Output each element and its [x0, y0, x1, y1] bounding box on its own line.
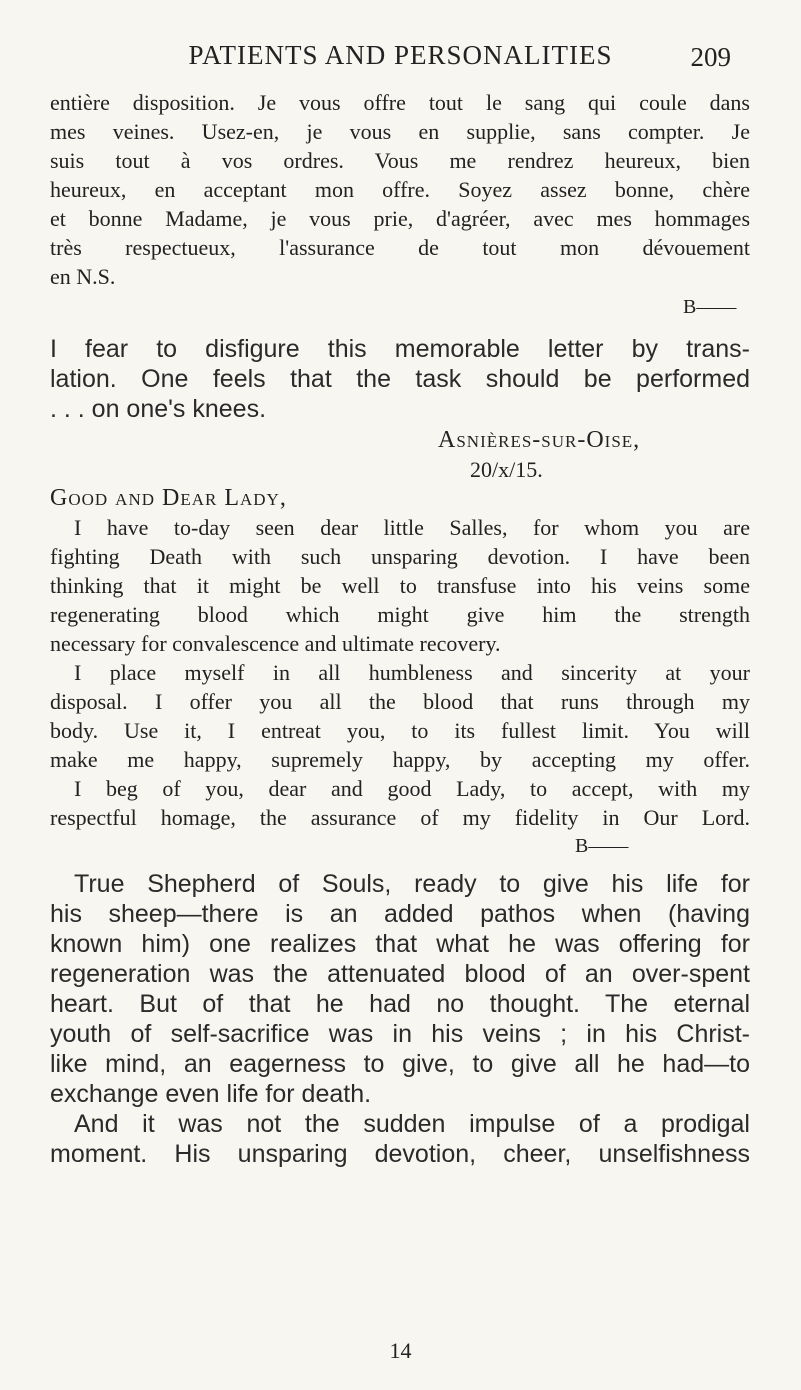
text-line: I place myself in all humbleness and sincerity at your	[74, 660, 750, 685]
text-line: suis tout à vos ordres. Vous me rendrez heureux, bien	[50, 148, 750, 173]
letter-place: Asnières-sur-Oise,	[438, 427, 641, 453]
signature-marker: 14	[389, 1338, 412, 1363]
text-line: et bonne Madame, je vous prie, d'agréer, avec mes hommages	[50, 206, 750, 231]
text-line: fighting Death with such unsparing devotion. I have been	[50, 544, 750, 569]
text-line: heart. But of that he had no thought. The eternal	[50, 990, 750, 1018]
page-number: 209	[690, 42, 731, 72]
text-line: lation. One feels that the task should be performed	[50, 365, 750, 393]
text-line: body. Use it, I entreat you, to its fullest limit. You will	[50, 718, 750, 743]
running-header	[0, 40, 801, 80]
text-line: heureux, en acceptant mon offre. Soyez assez bonne, chère	[50, 177, 750, 202]
text-line: I beg of you, dear and good Lady, to accept, with my	[74, 776, 750, 801]
text-line: True Shepherd of Souls, ready to give his life for	[74, 870, 750, 898]
text-line: mes veines. Usez-en, je vous en supplie, sans compter. Je	[50, 119, 750, 144]
text-line: youth of self-sacrifice was in his veins ; in his Christ-	[50, 1020, 750, 1048]
text-line: like mind, an eagerness to give, to give all he had—to	[50, 1050, 750, 1078]
text-line: necessary for convalescence and ultimate recovery.	[50, 631, 501, 656]
text-line: disposal. I offer you all the blood that runs through my	[50, 689, 750, 714]
french-letter	[50, 88, 750, 291]
text-line: moment. His unsparing devotion, cheer, unselfishness	[50, 1140, 750, 1168]
text-line: And it was not the sudden impulse of a prodigal	[74, 1110, 750, 1138]
text-line: respectful homage, the assurance of my fidelity in Our Lord.	[50, 805, 750, 830]
letter-salutation: Good and Dear Lady,	[50, 485, 287, 511]
text-line: en N.S.	[50, 264, 116, 289]
translation-intro	[50, 334, 750, 424]
text-line: I fear to disfigure this memorable letter by trans-	[50, 335, 750, 363]
text-line: thinking that it might be well to transfuse into his veins some	[50, 573, 750, 598]
text-line: I have to-day seen dear little Salles, for whom you are	[74, 515, 750, 540]
text-line: make me happy, supremely happy, by accepting my offer.	[50, 747, 750, 772]
text-line: his sheep—there is an added pathos when (having	[50, 900, 750, 928]
closing-paragraph	[50, 869, 750, 1169]
running-title: PATIENTS AND PERSONALITIES	[188, 40, 613, 70]
text-line: regeneration was the attenuated blood of an over-spent	[50, 960, 750, 988]
text-line: . . . on one's knees.	[50, 395, 267, 423]
english-signature: B——	[575, 835, 629, 857]
text-line: exchange even life for death.	[50, 1080, 372, 1108]
french-signature: B——	[683, 296, 737, 318]
letter-date: 20/x/15.	[470, 457, 543, 482]
text-line: entière disposition. Je vous offre tout le sang qui coule dans	[50, 90, 750, 115]
text-line: known him) one realizes that what he was offering for	[50, 930, 750, 958]
text-line: très respectueux, l'assurance de tout mon dévouement	[50, 235, 750, 260]
text-line: regenerating blood which might give him the strength	[50, 602, 750, 627]
english-letter	[50, 513, 750, 832]
